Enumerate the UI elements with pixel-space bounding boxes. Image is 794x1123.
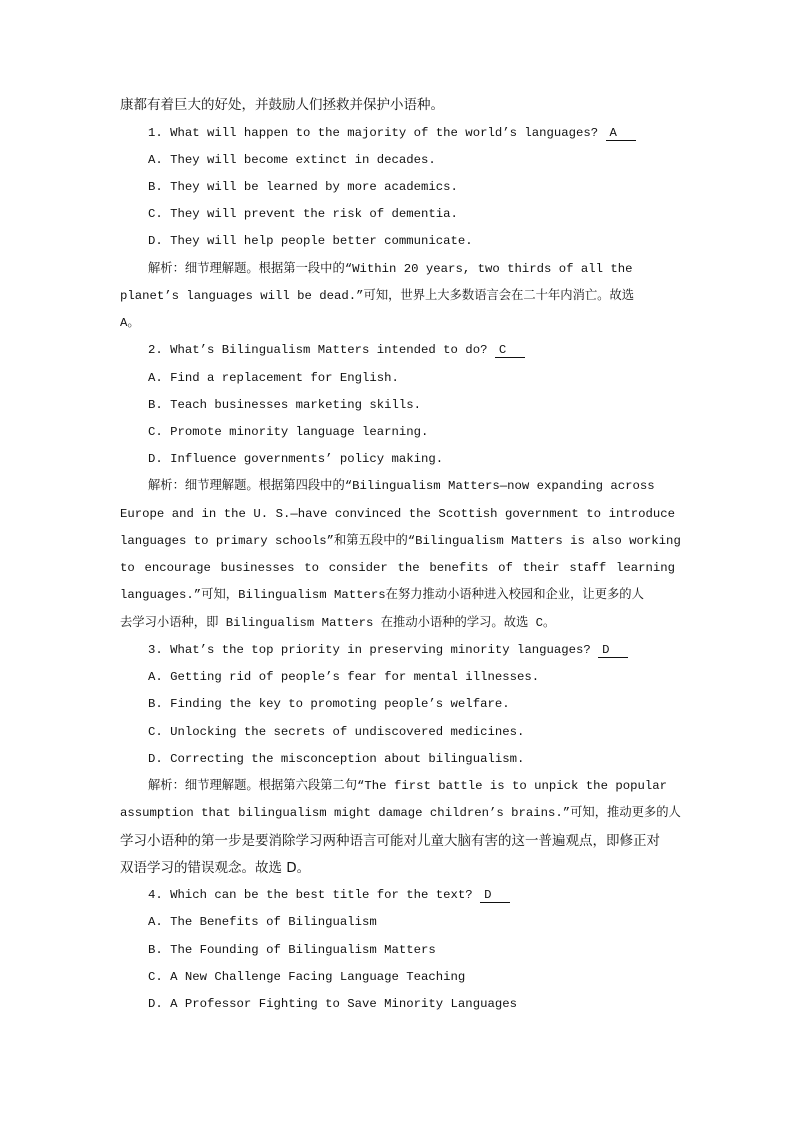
question-3-explanation-line-3: 学习小语种的第一步是要消除学习两种语言可能对儿童大脑有害的这一普遍观点，即修正对 (120, 833, 660, 849)
question-4 (148, 886, 510, 904)
question-3-option-c: C. Unlocking the secrets of undiscovered medicines. (148, 725, 525, 739)
question-2-answer: C (495, 343, 525, 358)
intro-paragraph-tail: 康都有着巨大的好处，并鼓励人们拯救并保护小语种。 (120, 97, 444, 113)
question-2-explanation-line-4: to encourage businesses to consider the benefits of their staff learning (120, 561, 675, 575)
question-1-explanation-line-3: A。 (120, 316, 140, 330)
question-1-explanation-line-1: 解析：细节理解题。根据第一段中的“Within 20 years, two thirds of all the (148, 262, 633, 276)
question-3-answer: D (598, 643, 628, 658)
question-2-explanation-line-6: 去学习小语种，即 Bilingualism Matters 在推动小语种的学习。故选 C。 (120, 616, 556, 630)
question-2-stem: 2. What’s Bilingualism Matters intended to do? (148, 343, 495, 357)
question-1-answer: A (606, 126, 636, 141)
question-1-option-b: B. They will be learned by more academics. (148, 180, 458, 194)
question-3-explanation-line-1: 解析：细节理解题。根据第六段第二句“The first battle is to unpick the popular (148, 779, 667, 793)
question-3-option-d: D. Correcting the misconception about bilingualism. (148, 752, 525, 766)
question-3-explanation-line-4: 双语学习的错误观念。故选 D。 (120, 860, 311, 876)
question-3 (148, 641, 628, 659)
question-3-stem: 3. What’s the top priority in preserving minority languages? (148, 643, 599, 657)
question-1-option-a: A. They will become extinct in decades. (148, 153, 436, 167)
question-2-explanation-line-1: 解析：细节理解题。根据第四段中的“Bilingualism Matters—now expanding across (148, 479, 655, 493)
question-3-explanation-line-2: assumption that bilingualism might damage children’s brains.”可知，推动更多的人 (120, 806, 681, 820)
question-1-explanation-line-2: planet’s languages will be dead.”可知，世界上大多数语言会在二十年内消亡。故选 (120, 289, 635, 303)
question-4-option-b: B. The Founding of Bilingualism Matters (148, 943, 436, 957)
question-1 (148, 124, 636, 142)
question-4-option-d: D. A Professor Fighting to Save Minority Languages (148, 997, 517, 1011)
question-2 (148, 341, 525, 359)
question-3-option-a: A. Getting rid of people’s fear for mental illnesses. (148, 670, 540, 684)
question-2-explanation-line-2: Europe and in the U. S.—have convinced the Scottish government to introduce (120, 507, 675, 521)
question-2-option-b: B. Teach businesses marketing skills. (148, 398, 422, 412)
question-1-option-d: D. They will help people better communicate. (148, 234, 473, 248)
question-2-option-c: C. Promote minority language learning. (148, 425, 429, 439)
question-4-answer: D (480, 888, 510, 903)
question-1-stem: 1. What will happen to the majority of the world’s languages? (148, 126, 606, 140)
question-2-option-d: D. Influence governments’ policy making. (148, 452, 444, 466)
question-4-option-c: C. A New Challenge Facing Language Teaching (148, 970, 466, 984)
question-4-stem: 4. Which can be the best title for the text? (148, 888, 481, 902)
question-2-option-a: A. Find a replacement for English. (148, 371, 399, 385)
question-4-option-a: A. The Benefits of Bilingualism (148, 915, 377, 929)
question-2-explanation-line-5: languages.”可知，Bilingualism Matters在努力推动小语种进入校园和企业，让更多的人 (120, 588, 644, 602)
question-2-explanation-line-3: languages to primary schools”和第五段中的“Bilingualism Matters is also working (120, 534, 681, 548)
question-1-option-c: C. They will prevent the risk of dementia. (148, 207, 458, 221)
question-3-option-b: B. Finding the key to promoting people’s welfare. (148, 697, 510, 711)
